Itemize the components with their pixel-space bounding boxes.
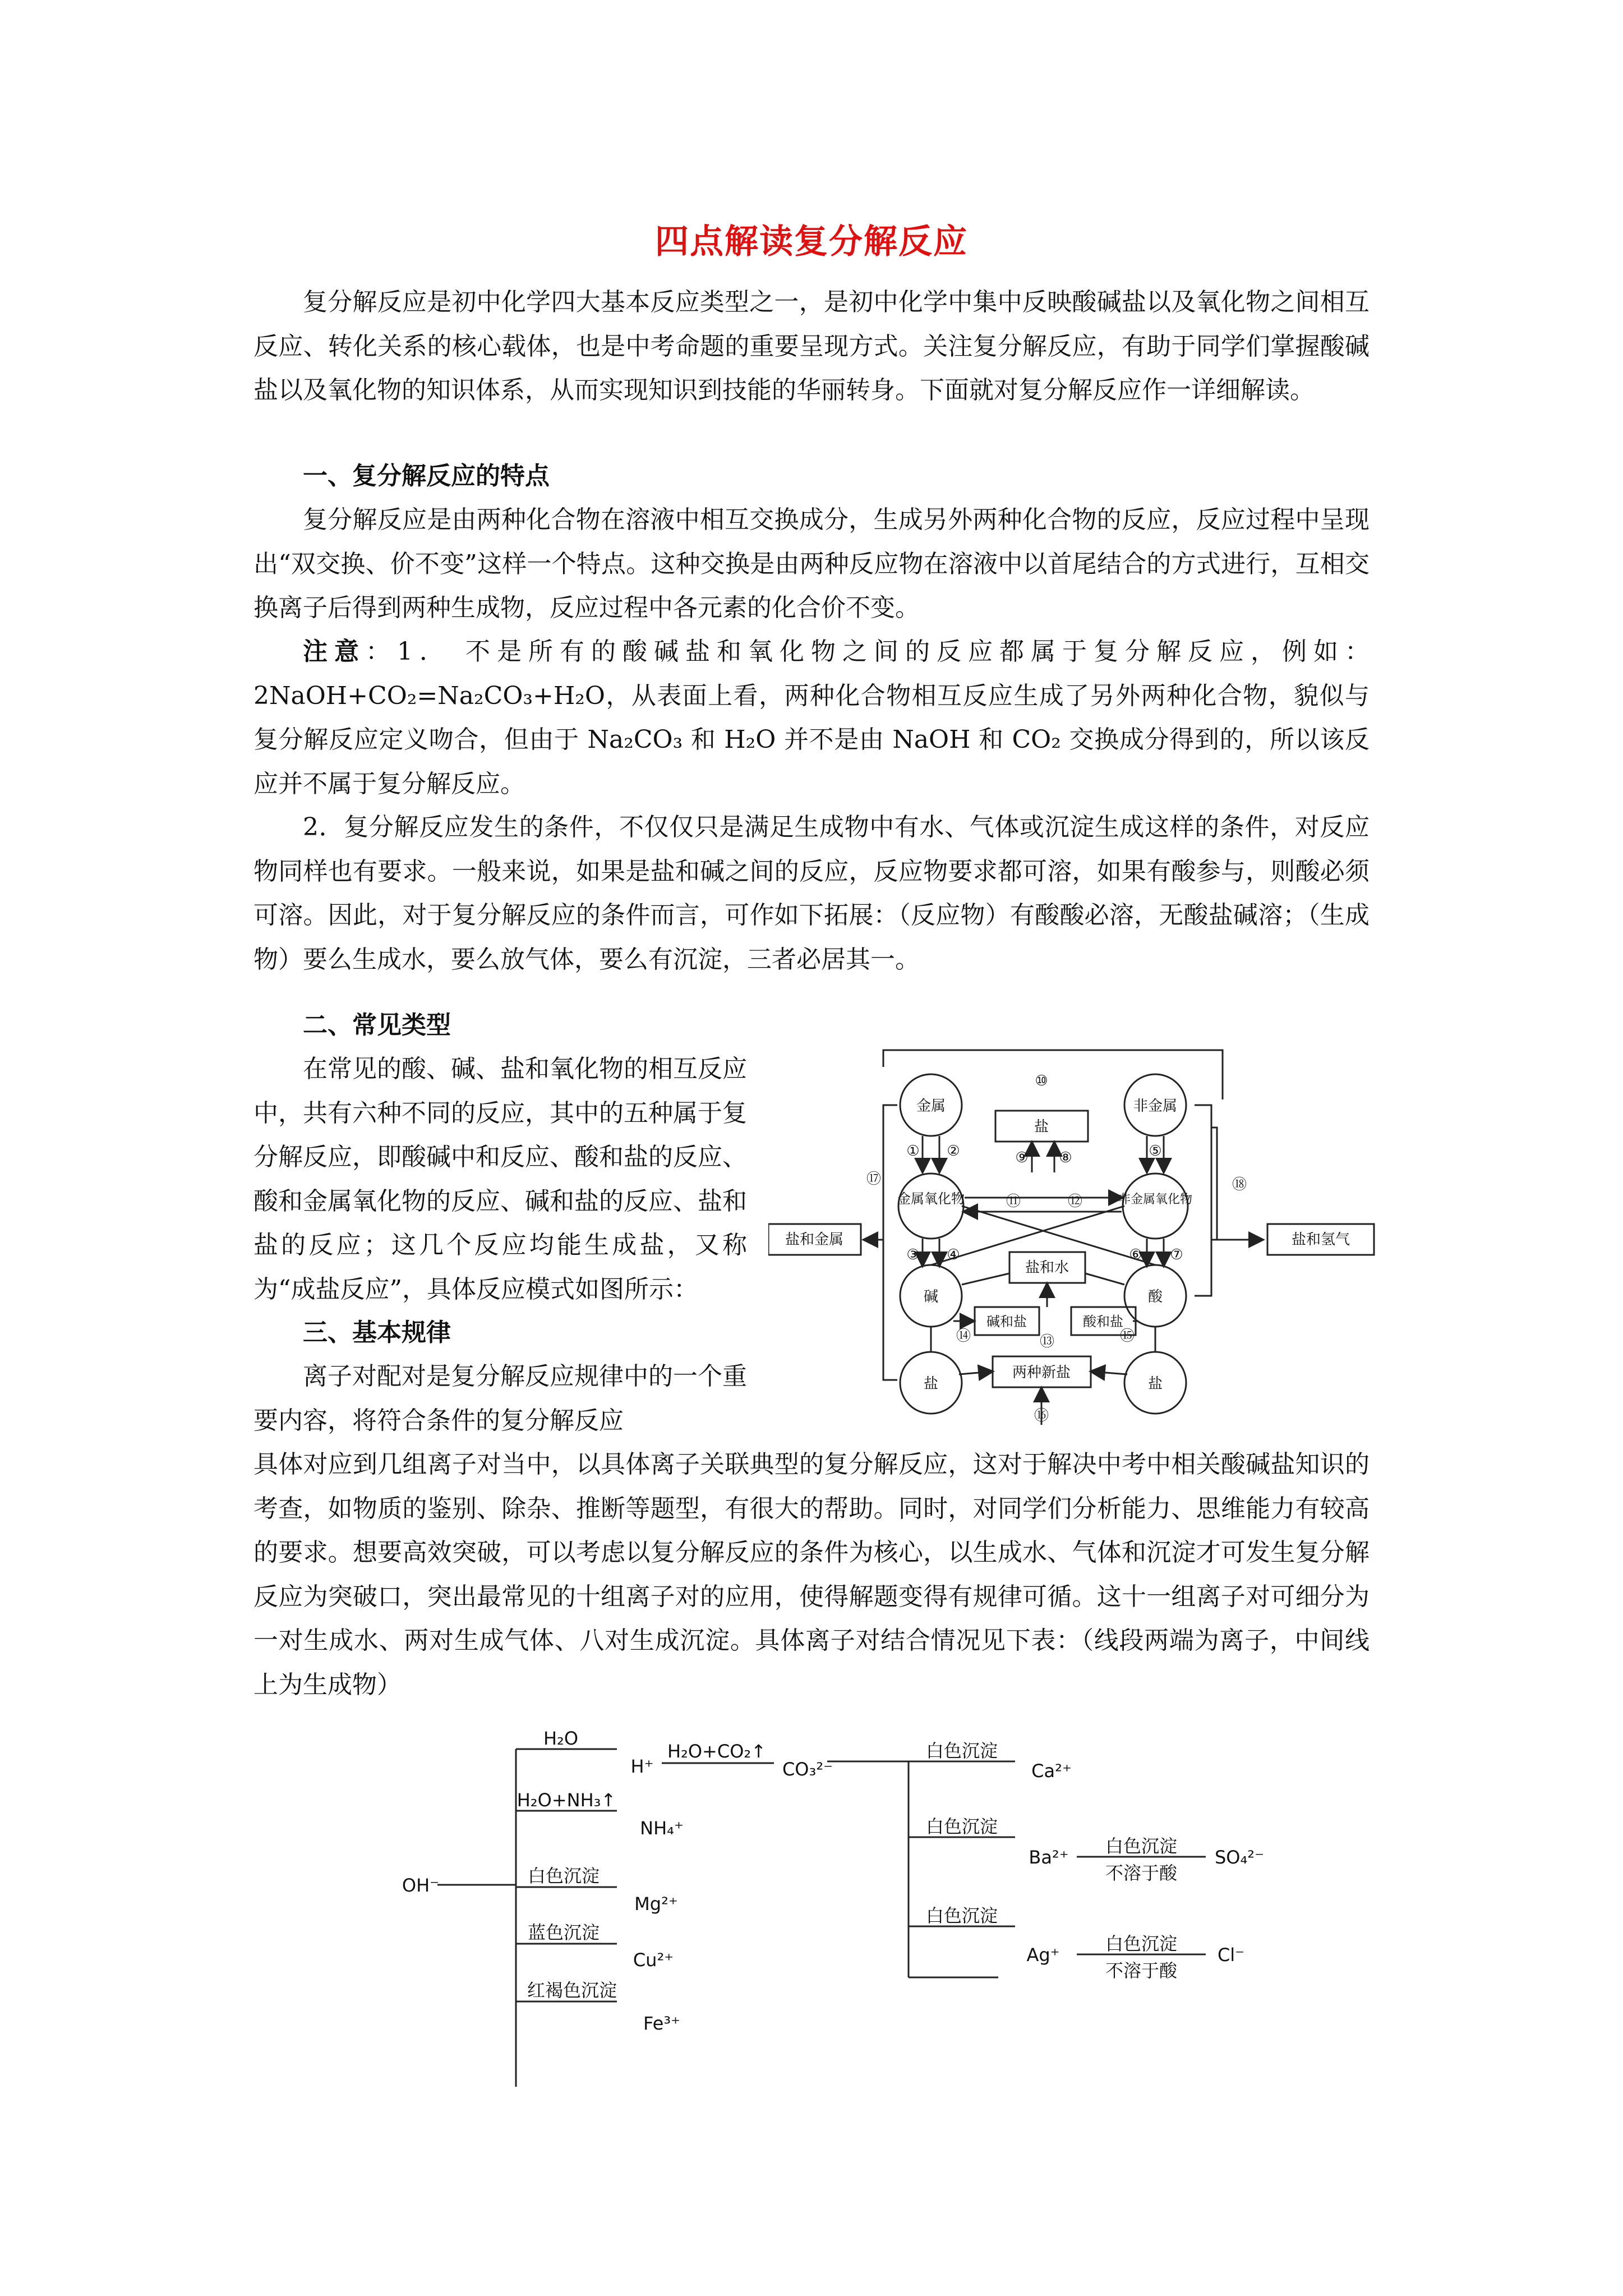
note-label: 注意 [303,637,366,666]
label-2: ② [947,1143,960,1159]
page-title: 四点解读复分解反应 [655,222,968,261]
label-5: ⑤ [1149,1143,1162,1159]
label-1: ① [906,1143,920,1159]
section3-heading: 三、基本规律 [303,1318,451,1347]
ion-cl: Cl⁻ [1217,1944,1245,1966]
ion-oh: OH⁻ [402,1875,440,1896]
product-ca-white: 白色沉淀 [925,1740,998,1761]
node-salt-metal: 盐和金属 [785,1231,844,1248]
ion-h: H⁺ [630,1756,654,1777]
label-11: ⑪ [1006,1193,1021,1210]
product-baso4-white: 白色沉淀 [1105,1835,1178,1857]
node-salt-right: 盐 [1147,1375,1163,1392]
note-equation: 2NaOH+CO₂=Na₂CO₃+H₂O [253,681,605,710]
product-agcl-white: 白色沉淀 [1105,1933,1178,1954]
node-nonmetal-oxide: 非金属氧化物 [1118,1193,1193,1207]
section3-paragraph-narrow: 离子对配对是复分解反应规律中的一个重要内容，将符合条件的复分解反应 [253,1362,747,1435]
node-salt-top: 盐 [1034,1119,1049,1135]
ion-ca: Ca²⁺ [1031,1760,1072,1782]
product-cu-blue: 蓝色沉淀 [527,1922,600,1943]
section2-paragraph: 在常见的酸、碱、盐和氧化物的相互反应中，共有六种不同的反应，其中的五种属于复分解反应，即酸碱中和反应、酸和盐的反应、酸和金属氧化物的反应、碱和盐的反应、盐和盐的反应；这几个反应均能生成盐，又称为“成盐反应”，具体反应模式如图所示： [253,1055,747,1304]
ion-cu: Cu²⁺ [633,1949,674,1971]
node-base-salt: 碱和盐 [986,1314,1027,1329]
label-14: ⑭ [956,1328,971,1345]
label-6: ⑥ [1129,1246,1142,1263]
label-7: ⑦ [1170,1246,1183,1263]
section2-heading: 二、常见类型 [303,1011,451,1039]
note-paragraph [253,630,1370,806]
label-10: ⑩ [1035,1073,1048,1089]
node-acid: 酸 [1147,1289,1163,1305]
ion-ag: Ag⁺ [1026,1944,1060,1966]
note-text-a: ：1． 不是所有的酸碱盐和氧化物之间的反应都属于复分解反应，例如： [366,637,1370,666]
node-salt-water: 盐和水 [1025,1259,1069,1276]
section1-paragraph: 复分解反应是由两种化合物在溶液中相互交换成分，生成另外两种化合物的反应，反应过程中呈现出“双交换、价不变”这样一个特点。这种交换是由两种反应物在溶液中以首尾结合的方式进行，互相交换离子后得到两种生成物，反应过程中各元素的化合价不变。 [253,505,1370,622]
node-nonmetal: 非金属 [1133,1098,1178,1115]
ion-ba: Ba²⁺ [1029,1847,1069,1868]
label-4: ④ [947,1246,960,1263]
intro-paragraph: 复分解反应是初中化学四大基本反应类型之一，是初中化学中集中反映酸碱盐以及氧化物之间相互反应、转化关系的核心载体，也是中考命题的重要呈现方式。关注复分解反应，有助于同学们掌握酸碱盐以及氧化物的知识体系，从而实现知识到技能的华丽转身。下面就对复分解反应作一详细解读。 [253,288,1370,404]
reaction-pattern-diagram [768,1043,1380,1436]
label-8: ⑧ [1059,1149,1072,1166]
node-metal: 金属 [916,1098,946,1115]
product-ba-white: 白色沉淀 [925,1816,998,1837]
node-acid-salt: 酸和盐 [1083,1314,1123,1329]
label-17: ⑰ [866,1171,882,1188]
product-agcl-insoluble: 不溶于酸 [1105,1960,1178,1981]
section1-heading: 一、复分解反应的特点 [303,462,550,490]
ion-so4: SO₄²⁻ [1214,1847,1265,1868]
label-13: ⑬ [1039,1333,1055,1350]
label-18: ⑱ [1232,1176,1247,1193]
label-9: ⑨ [1015,1149,1029,1166]
node-salt-left: 盐 [923,1375,939,1392]
ion-co3: CO₃²⁻ [782,1759,833,1780]
node-base: 碱 [923,1289,939,1305]
section3-paragraph-wide: 具体对应到几组离子对当中，以具体离子关联典型的复分解反应，这对于解决中考中相关酸碱盐知识的考查，如物质的鉴别、除杂、推断等题型，有很大的帮助。同时，对同学们分析能力、思维能力有较高的要求。想要高效突破，可以考虑以复分解反应的条件为核心，以生成水、气体和沉淀才可发生复分解反应为突破口，突出最常见的十组离子对的应用，使得解题变得有规律可循。这十一组离子对可细分为一对生成水、两对生成气体、八对生成沉淀。具体离子对结合情况见下表：（线段两端为离子，中间线上为生成物） [253,1450,1370,1699]
ion-fe: Fe³⁺ [643,2013,681,2034]
product-baso4-insoluble: 不溶于酸 [1105,1862,1178,1884]
product-h2o: H₂O [543,1728,579,1749]
label-16: ⑯ [1034,1407,1049,1424]
product-h2o-nh3: H₂O+NH₃↑ [517,1789,616,1811]
node-two-salts: 两种新盐 [1012,1364,1071,1381]
ion-pair-diagram [393,1728,1279,2087]
note-text-b: ，从表面上看，两种化合物相互反应生成了另外两种化合物，貌似与复分解反应定义吻合，但由于 Na₂CO₃ 和 H₂O 并不是由 NaOH 和 CO₂ 交换成分得到的，所以该反应并不属于复分解反应。 [253,681,1370,798]
ion-nh4: NH₄⁺ [640,1818,684,1839]
product-mg-white: 白色沉淀 [527,1865,600,1887]
node-salt-hydrogen: 盐和氢气 [1291,1231,1350,1248]
product-ag-white: 白色沉淀 [925,1905,998,1926]
label-3: ③ [906,1246,920,1263]
label-15: ⑮ [1119,1328,1135,1345]
product-fe-redbrown: 红褐色沉淀 [527,1980,617,2001]
label-12: ⑫ [1067,1193,1083,1210]
ion-mg: Mg²⁺ [634,1893,678,1915]
product-h2o-co2: H₂O+CO₂↑ [667,1741,767,1762]
node-metal-oxide: 金属氧化物 [897,1191,965,1207]
note2-paragraph: 2．复分解反应发生的条件，不仅仅只是满足生成物中有水、气体或沉淀生成这样的条件，对反应物同样也有要求。一般来说，如果是盐和碱之间的反应，反应物要求都可溶，如果有酸参与，则酸必须可溶。因此，对于复分解反应的条件而言，可作如下拓展：（反应物）有酸酸必溶，无酸盐碱溶；（生成物）要么生成水，要么放气体，要么有沉淀，三者必居其一。 [253,813,1370,974]
